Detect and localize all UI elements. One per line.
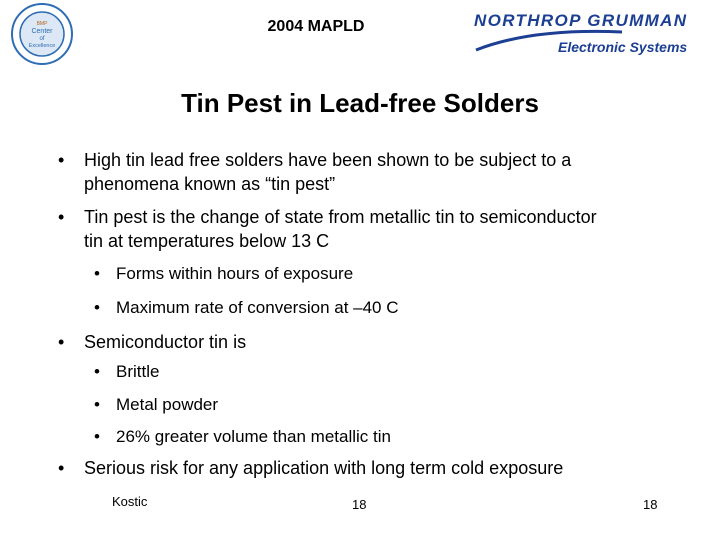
bullet-dot-icon: • bbox=[94, 298, 100, 317]
svg-text:NORTHROP GRUMMAN: NORTHROP GRUMMAN bbox=[474, 11, 686, 30]
bullet-dot-icon: • bbox=[58, 150, 65, 170]
svg-text:Center: Center bbox=[31, 28, 53, 35]
svg-text:of: of bbox=[39, 36, 45, 42]
bullet-item: • Serious risk for any application with long term cold exposure bbox=[58, 458, 564, 478]
bmp-center-of-excellence-logo bbox=[10, 2, 74, 66]
slide-title: Tin Pest in Lead-free Solders bbox=[181, 88, 539, 118]
bullet-dot-icon: • bbox=[58, 332, 65, 352]
bullet-item: • Tin pest is the change of state from metallic tin to semiconductor tin at temperatures below 13 C bbox=[58, 207, 597, 251]
svg-text:Electronic Systems: Electronic Systems bbox=[558, 39, 688, 55]
bullet-dot-icon: • bbox=[94, 427, 100, 446]
svg-text:BMP: BMP bbox=[36, 21, 48, 27]
footer-slide-number: 18 bbox=[643, 497, 658, 512]
header-title: 2004 MAPLD bbox=[267, 18, 365, 35]
bullet-item: • High tin lead free solders have been shown to be subject to a phenomena known as “tin pest” bbox=[58, 150, 572, 194]
sub-bullet-item: • Maximum rate of conversion at –40 C bbox=[116, 296, 399, 320]
bullet-dot-icon: • bbox=[94, 395, 100, 414]
bullet-dot-icon: • bbox=[94, 362, 100, 381]
svg-text:Excellence: Excellence bbox=[28, 43, 56, 49]
bullet-item: • Semiconductor tin is bbox=[58, 332, 247, 352]
footer-page-number: 18 bbox=[352, 497, 367, 512]
sub-bullet-item: • Metal powder bbox=[116, 393, 218, 417]
footer-author: Kostic bbox=[112, 494, 148, 509]
bullet-dot-icon: • bbox=[94, 264, 100, 283]
sub-bullet-item: • Forms within hours of exposure bbox=[116, 262, 353, 286]
northrop-grumman-logo bbox=[472, 8, 694, 60]
bullet-dot-icon: • bbox=[58, 458, 65, 478]
sub-bullet-item: • Brittle bbox=[116, 360, 159, 384]
bullet-dot-icon: • bbox=[58, 207, 65, 227]
sub-bullet-item: • 26% greater volume than metallic tin bbox=[116, 425, 391, 449]
